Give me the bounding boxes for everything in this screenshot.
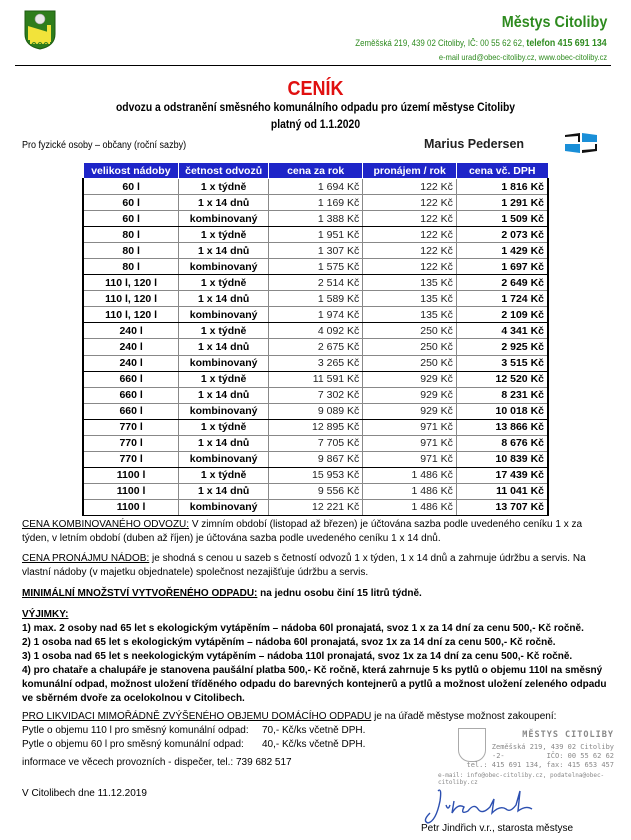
- cell-rental: 135 Kč: [363, 275, 457, 291]
- document-subtitle: odvozu a odstranění směsného komunálního odpadu pro území městyse Citoliby: [115, 102, 516, 114]
- stamp-number: -2-: [492, 752, 505, 760]
- cell-price-with-vat: 10 839 Kč: [456, 451, 548, 467]
- cell-price-with-vat: 4 341 Kč: [456, 323, 548, 339]
- exceptions-list: [22, 622, 612, 706]
- cell-rental: 122 Kč: [363, 243, 457, 259]
- price-table: [82, 162, 549, 516]
- exception-item: 1) max. 2 osoby nad 65 let s ekologickým vytápěním – nádoba 60l pronajatá, svoz 1 x za 14 dní za cenu 500,- Kč ročně.: [22, 623, 584, 634]
- note-rental-heading: CENA PRONÁJMU NÁDOB:: [22, 553, 150, 564]
- stamp-address: Zeměšská 219, 439 02 Citoliby: [491, 743, 614, 751]
- stamp-email: e-mail: info@obec-citoliby.cz, podatelna@obec-citoliby.cz: [438, 772, 605, 786]
- cell-frequency: kombinovaný: [179, 307, 269, 323]
- cell-annual-price: 9 556 Kč: [269, 483, 363, 499]
- table-row: [83, 435, 548, 451]
- header-annual-price: cena za rok: [269, 163, 363, 179]
- cell-container-size: 110 l, 120 l: [83, 291, 179, 307]
- cell-price-with-vat: 1 509 Kč: [456, 211, 548, 227]
- cell-container-size: 1100 l: [83, 467, 179, 483]
- note-minimum-heading: MINIMÁLNÍ MNOŽSTVÍ VYTVOŘENÉHO ODPADU:: [22, 588, 258, 599]
- cell-frequency: 1 x 14 dnů: [179, 339, 269, 355]
- table-row: [83, 467, 548, 483]
- table-row: [83, 371, 548, 387]
- bag-label: Pytle o objemu 60 l pro směsný komunální odpad:: [22, 739, 244, 750]
- cell-annual-price: 7 302 Kč: [269, 387, 363, 403]
- cell-rental: 1 486 Kč: [363, 499, 457, 515]
- cell-container-size: 660 l: [83, 387, 179, 403]
- table-row: [83, 227, 548, 243]
- bag-price: 70,- Kč/ks včetně DPH.: [262, 725, 366, 736]
- cell-container-size: 60 l: [83, 211, 179, 227]
- cell-frequency: kombinovaný: [179, 403, 269, 419]
- cell-annual-price: 1 169 Kč: [269, 195, 363, 211]
- cell-rental: 122 Kč: [363, 179, 457, 195]
- dispatch-info: informace ve věcech provozních - dispečer, tel.: 739 682 517: [22, 757, 292, 768]
- extra-bags-intro: [22, 710, 612, 724]
- cell-frequency: 1 x 14 dnů: [179, 243, 269, 259]
- cell-annual-price: 1 575 Kč: [269, 259, 363, 275]
- cell-rental: 122 Kč: [363, 259, 457, 275]
- extra-text: je na úřadě městyse možnost zakoupení:: [371, 711, 557, 722]
- exception-item: 2) 1 osoba nad 65 let s ekologickým vytápěním – nádoba 60l pronajatá, svoz 1x za 14 dní za cenu 500,- Kč ročně.: [22, 637, 556, 648]
- cell-container-size: 80 l: [83, 227, 179, 243]
- cell-annual-price: 3 265 Kč: [269, 355, 363, 371]
- cell-annual-price: 1 307 Kč: [269, 243, 363, 259]
- note-rental-text: je shodná s cenou u sazeb s četností odvozů 1 x týden, 1 x 14 dnů a zahrnuje údržbu a servis. Na vlastní nádoby (v majetku objednatele) společnost nezajišťuje údržbu a servis.: [22, 553, 586, 578]
- cell-container-size: 110 l, 120 l: [83, 307, 179, 323]
- header-price-with-vat: cena vč. DPH: [456, 163, 548, 179]
- table-row: [83, 355, 548, 371]
- cell-frequency: kombinovaný: [179, 259, 269, 275]
- note-combined-text: V zimním období (listopad až březen) je účtována sazba podle uvedeného ceníku 1 x za týden, v letním období (duben až říjen) je účtována sazba podle uvedeného ceníku 1 x 14 dnů.: [22, 519, 583, 544]
- cell-price-with-vat: 8 676 Kč: [456, 435, 548, 451]
- table-row: [83, 403, 548, 419]
- town-contact: e-mail urad@obec-citoliby.cz, www.obec-citoliby.cz: [438, 52, 607, 62]
- price-table-body: [83, 179, 548, 516]
- cell-frequency: 1 x týdně: [179, 371, 269, 387]
- cell-container-size: 660 l: [83, 403, 179, 419]
- table-row: [83, 419, 548, 435]
- cell-rental: 929 Kč: [363, 387, 457, 403]
- cell-container-size: 240 l: [83, 323, 179, 339]
- cell-frequency: 1 x týdně: [179, 227, 269, 243]
- cell-price-with-vat: 12 520 Kč: [456, 371, 548, 387]
- cell-frequency: 1 x týdně: [179, 419, 269, 435]
- cell-frequency: 1 x týdně: [179, 323, 269, 339]
- cell-frequency: kombinovaný: [179, 451, 269, 467]
- cell-container-size: 60 l: [83, 179, 179, 195]
- cell-price-with-vat: 2 073 Kč: [456, 227, 548, 243]
- cell-rental: 135 Kč: [363, 291, 457, 307]
- audience-label: Pro fyzické osoby – občany (roční sazby): [22, 140, 187, 151]
- signature-icon: [420, 783, 550, 828]
- note-exceptions: [22, 608, 612, 706]
- document-title: CENÍK: [287, 78, 344, 100]
- stamp-ico: IČO: 00 55 62 62: [546, 752, 614, 760]
- cell-annual-price: 1 951 Kč: [269, 227, 363, 243]
- header-rental: pronájem / rok: [363, 163, 457, 179]
- bag-label: Pytle o objemu 110 l pro směsný komunální odpad:: [22, 725, 249, 736]
- cell-rental: 1 486 Kč: [363, 483, 457, 499]
- cell-rental: 929 Kč: [363, 403, 457, 419]
- cell-rental: 929 Kč: [363, 371, 457, 387]
- table-row: [83, 259, 548, 275]
- extra-heading: PRO LIKVIDACI MIMOŘÁDNĚ ZVÝŠENÉHO OBJEMU DOMÁCÍHO ODPADU: [22, 711, 372, 722]
- town-address: [356, 38, 607, 49]
- table-row: [83, 499, 548, 515]
- cell-container-size: 110 l, 120 l: [83, 275, 179, 291]
- cell-container-size: 80 l: [83, 243, 179, 259]
- cell-annual-price: 9 089 Kč: [269, 403, 363, 419]
- cell-frequency: 1 x týdně: [179, 179, 269, 195]
- cell-container-size: 240 l: [83, 355, 179, 371]
- cell-frequency: 1 x 14 dnů: [179, 195, 269, 211]
- cell-container-size: 770 l: [83, 419, 179, 435]
- note-combined-heading: CENA KOMBINOVANÉHO ODVOZU:: [22, 519, 190, 530]
- cell-frequency: 1 x týdně: [179, 275, 269, 291]
- header-divider: [15, 65, 611, 66]
- cell-frequency: 1 x 14 dnů: [179, 387, 269, 403]
- cell-rental: 971 Kč: [363, 435, 457, 451]
- phone-text: telefon 415 691 134: [526, 38, 607, 49]
- table-row: [83, 179, 548, 195]
- cell-frequency: kombinovaný: [179, 355, 269, 371]
- cell-rental: 122 Kč: [363, 195, 457, 211]
- cell-frequency: kombinovaný: [179, 211, 269, 227]
- note-combined: [22, 518, 612, 546]
- cell-annual-price: 7 705 Kč: [269, 435, 363, 451]
- cell-rental: 122 Kč: [363, 211, 457, 227]
- stamp-phone: tel.: 415 691 134, fax: 415 653 457: [466, 761, 614, 769]
- table-row: [83, 307, 548, 323]
- table-row: [83, 211, 548, 227]
- cell-price-with-vat: 1 697 Kč: [456, 259, 548, 275]
- cell-annual-price: 1 589 Kč: [269, 291, 363, 307]
- cell-container-size: 240 l: [83, 339, 179, 355]
- table-row: [83, 483, 548, 499]
- cell-annual-price: 1 388 Kč: [269, 211, 363, 227]
- official-stamp: [438, 728, 618, 786]
- signer-name: Petr Jindřich v.r., starosta městyse: [421, 823, 574, 834]
- header-frequency: četnost odvozů: [179, 163, 269, 179]
- table-header-row: [83, 163, 548, 179]
- bag-price: 40,- Kč/ks včetně DPH.: [262, 739, 366, 750]
- exceptions-heading: VÝJIMKY:: [22, 609, 69, 620]
- header-container-size: velikost nádoby: [83, 163, 179, 179]
- cell-price-with-vat: 2 109 Kč: [456, 307, 548, 323]
- cell-rental: 971 Kč: [363, 419, 457, 435]
- table-row: [83, 275, 548, 291]
- cell-container-size: 60 l: [83, 195, 179, 211]
- cell-price-with-vat: 11 041 Kč: [456, 483, 548, 499]
- cell-frequency: 1 x 14 dnů: [179, 435, 269, 451]
- cell-rental: 135 Kč: [363, 307, 457, 323]
- cell-annual-price: 4 092 Kč: [269, 323, 363, 339]
- cell-container-size: 770 l: [83, 451, 179, 467]
- cell-price-with-vat: 3 515 Kč: [456, 355, 548, 371]
- table-row: [83, 195, 548, 211]
- table-row: [83, 451, 548, 467]
- cell-annual-price: 11 591 Kč: [269, 371, 363, 387]
- cell-price-with-vat: 1 291 Kč: [456, 195, 548, 211]
- cell-frequency: 1 x týdně: [179, 467, 269, 483]
- note-minimum: [22, 587, 612, 601]
- cell-annual-price: 2 675 Kč: [269, 339, 363, 355]
- cell-price-with-vat: 17 439 Kč: [456, 467, 548, 483]
- cell-frequency: kombinovaný: [179, 499, 269, 515]
- cell-frequency: 1 x 14 dnů: [179, 483, 269, 499]
- cell-container-size: 1100 l: [83, 499, 179, 515]
- address-text: Zeměšská 219, 439 02 Citoliby, IČ: 00 55 62 62,: [355, 38, 527, 48]
- town-coat-of-arms-icon: [24, 10, 56, 50]
- table-row: [83, 323, 548, 339]
- note-rental: [22, 552, 612, 580]
- cell-rental: 250 Kč: [363, 355, 457, 371]
- cell-rental: 250 Kč: [363, 323, 457, 339]
- cell-price-with-vat: 1 724 Kč: [456, 291, 548, 307]
- partner-name: Marius Pedersen: [424, 137, 525, 151]
- cell-rental: 250 Kč: [363, 339, 457, 355]
- cell-annual-price: 1 974 Kč: [269, 307, 363, 323]
- cell-container-size: 660 l: [83, 371, 179, 387]
- letterhead: [0, 0, 631, 68]
- cell-price-with-vat: 1 816 Kč: [456, 179, 548, 195]
- exception-item: 3) 1 osoba nad 65 let s neekologickým vytápěním – nádoba 110l pronajatá, svoz 1x za 14 dní za cenu 500,- Kč ročně.: [22, 651, 573, 662]
- cell-annual-price: 2 514 Kč: [269, 275, 363, 291]
- cell-rental: 971 Kč: [363, 451, 457, 467]
- cell-container-size: 80 l: [83, 259, 179, 275]
- cell-annual-price: 15 953 Kč: [269, 467, 363, 483]
- cell-annual-price: 12 895 Kč: [269, 419, 363, 435]
- document-date: V Citolibech dne 11.12.2019: [22, 788, 147, 799]
- cell-price-with-vat: 1 429 Kč: [456, 243, 548, 259]
- cell-annual-price: 1 694 Kč: [269, 179, 363, 195]
- cell-price-with-vat: 13 707 Kč: [456, 499, 548, 515]
- cell-container-size: 770 l: [83, 435, 179, 451]
- cell-price-with-vat: 8 231 Kč: [456, 387, 548, 403]
- cell-frequency: 1 x 14 dnů: [179, 291, 269, 307]
- marius-pedersen-logo-icon: [563, 132, 599, 154]
- table-row: [83, 243, 548, 259]
- table-row: [83, 339, 548, 355]
- cell-container-size: 1100 l: [83, 483, 179, 499]
- stamp-crest-icon: [458, 728, 486, 762]
- valid-from: platný od 1.1.2020: [270, 119, 361, 131]
- cell-rental: 122 Kč: [363, 227, 457, 243]
- cell-price-with-vat: 13 866 Kč: [456, 419, 548, 435]
- cell-price-with-vat: 2 649 Kč: [456, 275, 548, 291]
- exception-item: 4) pro chataře a chalupáře je stanovena paušální platba 500,- Kč ročně, která zahrnuje 5 ks pytlů o objemu 110l na směsný komunální odpad, možnost uložení tříděného odpadu do barevných kontejnerů a pytlů a možnost uložení zeleného odpadu ve sběrném dvoře za ocelokolnou v Citolibech.: [22, 665, 607, 704]
- cell-price-with-vat: 10 018 Kč: [456, 403, 548, 419]
- stamp-name: MĚSTYS CITOLIBY: [522, 730, 614, 740]
- note-minimum-text: na jednu osobu činí 15 litrů týdně.: [257, 588, 422, 599]
- cell-price-with-vat: 2 925 Kč: [456, 339, 548, 355]
- table-row: [83, 387, 548, 403]
- table-row: [83, 291, 548, 307]
- cell-annual-price: 12 221 Kč: [269, 499, 363, 515]
- cell-rental: 1 486 Kč: [363, 467, 457, 483]
- town-name: Městys Citoliby: [501, 14, 607, 31]
- cell-annual-price: 9 867 Kč: [269, 451, 363, 467]
